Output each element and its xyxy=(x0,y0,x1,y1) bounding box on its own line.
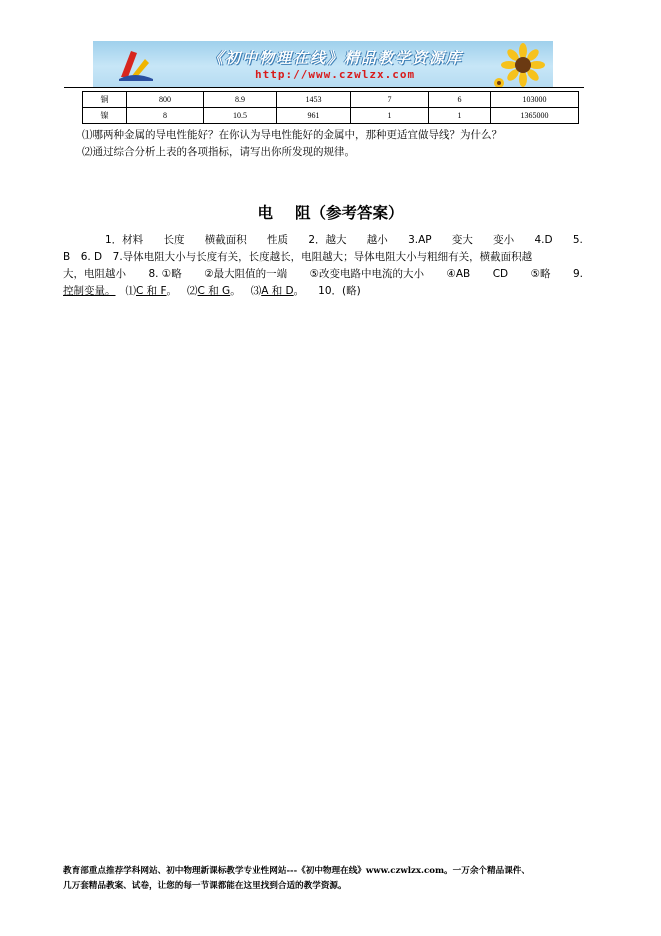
answer-token: 2．越大 xyxy=(308,234,347,246)
answer-token: ⑤改变电路中电流的大小 xyxy=(309,268,424,280)
question-1: ⑴哪两种金属的导电性能好？在你认为导电性能好的金属中，那种更适宜做导线？为什么？ xyxy=(82,129,502,141)
question-2: ⑵通过综合分析上表的各项指标，请写出你所发现的规律。 xyxy=(82,146,355,158)
answer-blank: C 和 G xyxy=(197,285,231,297)
answer-token: 8. ①略 xyxy=(148,268,182,280)
answer-token: 4.D xyxy=(534,234,553,246)
answer-token: 。 xyxy=(293,285,305,297)
answer-token: 。 xyxy=(166,285,178,297)
answer-line-4 xyxy=(63,283,583,300)
answer-token: 变大 xyxy=(451,234,473,246)
answer-token: 9. xyxy=(572,268,583,280)
answer-title-part-1: 电 xyxy=(257,204,273,222)
answer-token: ④AB xyxy=(446,268,471,280)
site-logo-icon xyxy=(115,47,155,83)
answer-blank: C 和 F xyxy=(136,285,167,297)
header-banner xyxy=(93,41,553,87)
table-cell: 1 xyxy=(429,108,491,124)
table-cell: 1365000 xyxy=(491,108,579,124)
answer-line-2: B 6. D 7.导体电阻大小与长度有关，长度越长，电阻越大；导体电阻大小与粗细有关，横截面积越 xyxy=(63,251,533,263)
table-cell: 镍 xyxy=(83,108,127,124)
metal-properties-table xyxy=(82,91,579,124)
answer-token: ⑶ xyxy=(250,285,262,297)
answer-token: ⑴ xyxy=(125,285,136,297)
answer-token: 性质 xyxy=(267,234,289,246)
table-cell: 8 xyxy=(127,108,204,124)
answer-title xyxy=(0,201,661,223)
answer-token: 。 xyxy=(230,285,241,297)
table-cell: 7 xyxy=(351,92,429,108)
answer-line-1 xyxy=(63,232,583,249)
footer-line-2: 几万套精品教案、试卷，让您的每一节课都能在这里找到合适的教学资源。 xyxy=(63,881,347,891)
table-cell: 1453 xyxy=(277,92,351,108)
footer-line-1: 教育部重点推荐学科网站、初中物理新课标教学专业性网站---《初中物理在线》www.czwlzx.com。一万余个精品课件、 xyxy=(63,866,530,876)
table-cell: 8.9 xyxy=(204,92,277,108)
answer-token: ⑵ xyxy=(187,285,198,297)
table-cell: 961 xyxy=(277,108,351,124)
answer-token: 10．(略) xyxy=(318,285,361,297)
answer-line-3 xyxy=(63,266,583,283)
answer-token: 横截面积 xyxy=(204,234,247,246)
table-cell: 103000 xyxy=(491,92,579,108)
answer-token: 3.AP xyxy=(408,234,432,246)
answer-token: ⑤略 xyxy=(530,268,551,280)
banner-url[interactable]: http://www.czwlzx.com xyxy=(255,68,416,81)
answer-token: 长度 xyxy=(163,234,185,246)
answer-token: 大，电阻越小 xyxy=(63,268,126,280)
answer-blank: A 和 D xyxy=(261,285,294,297)
answer-token: 控制变量。 xyxy=(63,285,116,297)
answer-token: 1．材料 xyxy=(105,234,144,246)
table-row xyxy=(83,92,579,108)
answer-body xyxy=(63,232,583,300)
answer-token: ②最大阻值的一端 xyxy=(204,268,288,280)
sunflower-icon xyxy=(493,43,549,87)
table-cell: 1 xyxy=(351,108,429,124)
answer-token: 变小 xyxy=(493,234,515,246)
table-cell: 6 xyxy=(429,92,491,108)
page-footer xyxy=(63,864,603,894)
table-cell: 10.5 xyxy=(204,108,277,124)
table-top-rule xyxy=(64,87,584,88)
table-row xyxy=(83,108,579,124)
table-cell: 铜 xyxy=(83,92,127,108)
banner-title: 《初中物理在线》精品教学资源库 xyxy=(208,49,464,67)
answer-token: 越小 xyxy=(366,234,388,246)
answer-title-part-2: 阻（参考答案） xyxy=(295,204,404,222)
table-cell: 800 xyxy=(127,92,204,108)
answer-token: 5. xyxy=(572,234,583,246)
answer-token: CD xyxy=(492,268,509,280)
